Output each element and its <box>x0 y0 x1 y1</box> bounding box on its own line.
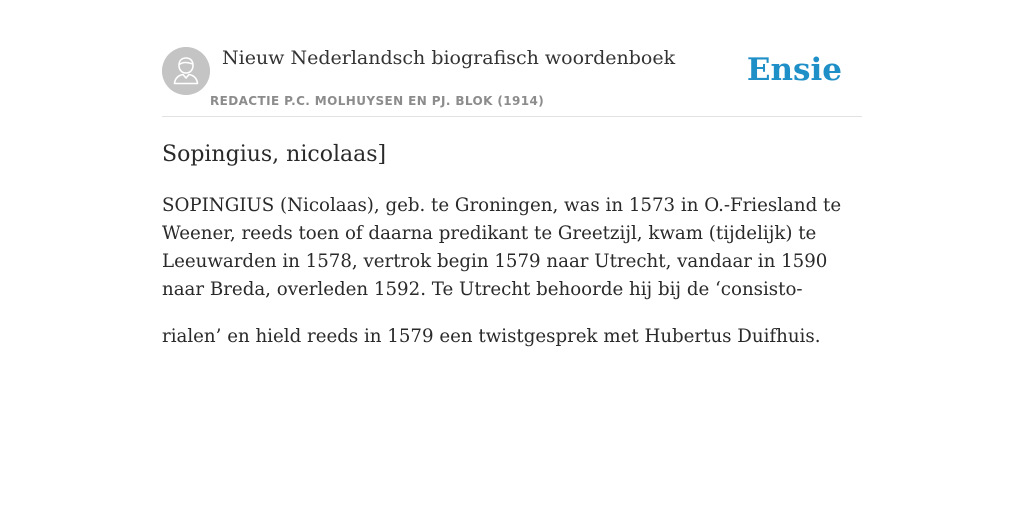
source-editor: REDACTIE P.C. MOLHUYSEN EN PJ. BLOK (1914) <box>210 94 545 108</box>
ensie-logo-link[interactable]: Ensie <box>746 52 842 88</box>
source-title[interactable]: Nieuw Nederlandsch biografisch woordenboek <box>222 47 676 69</box>
entry-paragraph: SOPINGIUS (Nicolaas), geb. te Groningen, was in 1573 in O.-Friesland te Weener, reeds toen of daarna predikant te Greetzijl, kwam (tijdelijk) te Leeuwarden in 1578, vertrok begin 1579 naar Utrecht, vandaar in 1590 naar Breda, overleden 1592. Te Utrecht behoorde hij bij de ‘consisto- <box>162 195 842 300</box>
source-header <box>162 46 862 117</box>
entry-paragraph: rialen’ en hield reeds in 1579 een twistgesprek met Hubertus Duifhuis. <box>162 326 821 347</box>
entry-body <box>162 192 868 370</box>
user-icon <box>162 47 210 95</box>
entry-title: Sopingius, nicolaas] <box>162 142 387 167</box>
user-icon-graphic <box>162 47 210 95</box>
